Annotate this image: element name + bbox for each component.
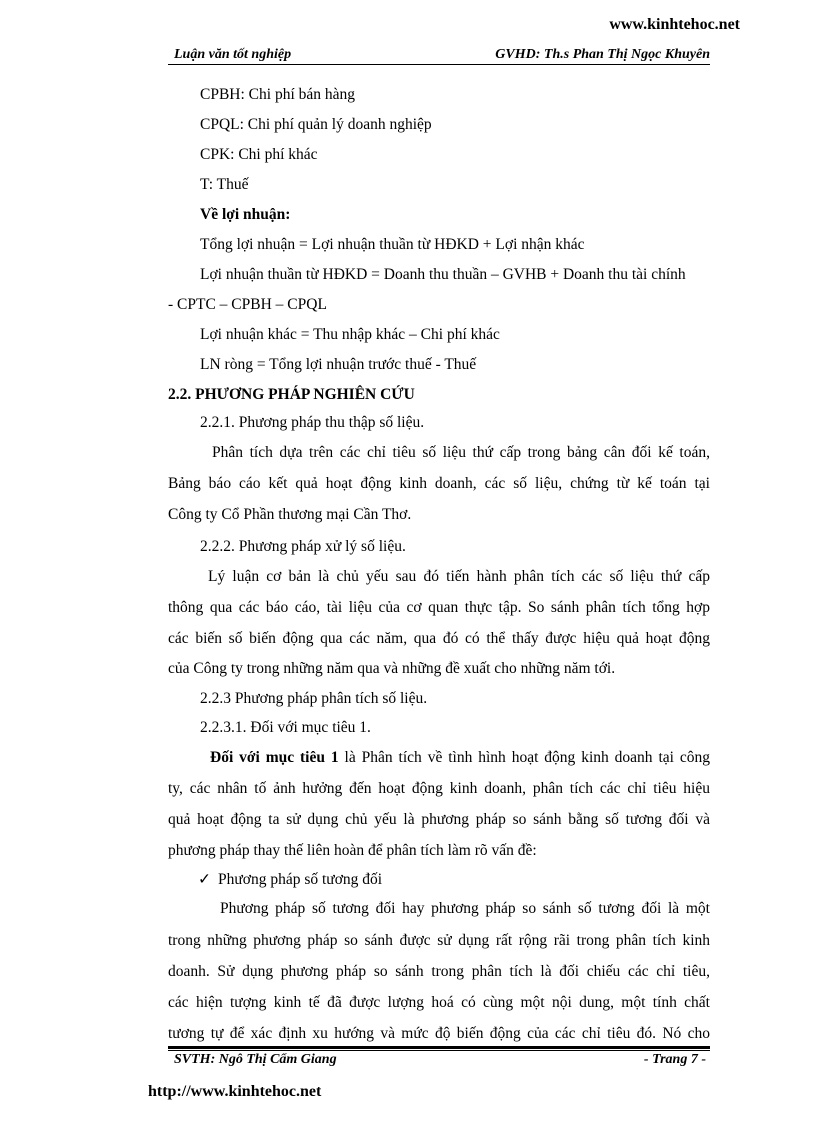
header-right: GVHD: Th.s Phan Thị Ngọc Khuyên [495,47,710,62]
text-line: quả hoạt động ta sử dụng chủ yếu là phương pháp so sánh bằng số tương đối và [168,811,710,828]
text-line: trong những phương pháp so sánh được sử dụng rất rộng rãi trong phân tích kinh [168,932,710,949]
bullet-text: Phương pháp số tương đối [218,871,383,888]
text-line: Lợi nhuận khác = Thu nhập khác – Chi phí khác [200,326,500,343]
text-line: 2.2.3.1. Đối với mục tiêu 1. [200,719,371,736]
footer-rule-thin [168,1050,710,1051]
text-line: ty, các nhân tố ảnh hưởng đến hoạt động kinh doanh, phân tích các chỉ tiêu hiệu [168,780,710,797]
text-line: 2.2.1. Phương pháp thu thập số liệu. [200,414,425,431]
subheading: Về lợi nhuận: [200,206,291,223]
page-number: - Trang 7 - [643,1052,706,1067]
checkmark-icon: ✓ [198,871,211,888]
text-line: phương pháp thay thế liên hoàn để phân tích làm rõ vấn đề: [168,842,537,859]
text-line: LN ròng = Tổng lợi nhuận trước thuế - Thuế [200,356,477,373]
site-url-bottom: http://www.kinhtehoc.net [148,1083,322,1100]
text-line: Phân tích dựa trên các chỉ tiêu số liệu thứ cấp trong bảng cân đối kế toán, [212,444,710,461]
text-line: các biến số biến động qua các năm, qua đó có thể thấy được hiệu quả hoạt động [168,630,710,647]
text-line: các hiện tượng kinh tế đã được lượng hoá có cùng một nội dung, một tính chất [168,994,710,1011]
text-line: tương tự để xác định xu hướng và mức độ biến động của các chỉ tiêu đó. Nó cho [168,1025,710,1042]
text-line: thông qua các báo cáo, tài liệu của cơ quan thực tập. So sánh phân tích tổng hợp [168,599,710,616]
footer-left: SVTH: Ngô Thị Cẩm Giang [174,1052,337,1067]
bold-lead: Đối với mục tiêu 1 [210,749,339,766]
text-line: Lý luận cơ bản là chủ yếu sau đó tiến hành phân tích các số liệu thứ cấp [208,568,710,585]
text-line: CPK: Chi phí khác [200,146,318,163]
text-line: Tổng lợi nhuận = Lợi nhuận thuần từ HĐKD + Lợi nhận khác [200,236,585,253]
text-line: CPQL: Chi phí quản lý doanh nghiệp [200,116,432,133]
text-line: CPBH: Chi phí bán hàng [200,86,356,103]
section-heading: 2.2. PHƯƠNG PHÁP NGHIÊN CỨU [168,386,415,403]
text-line: T: Thuế [200,176,249,193]
header-rule [168,64,710,65]
text-line [168,748,710,768]
bullet-line [168,870,710,890]
footer-rule-thick [168,1046,710,1049]
text-line: 2.2.3 Phương pháp phân tích số liệu. [200,690,428,707]
text-line: Bảng báo cáo kết quả hoạt động kinh doanh, các số liệu, chứng từ kế toán tại [168,475,710,492]
text-span: là Phân tích về tình hình hoạt động kinh doanh tại công [338,749,710,766]
header-left: Luận văn tốt nghiệp [174,47,292,62]
text-line: Phương pháp số tương đối hay phương pháp so sánh số tương đối là một [220,900,710,917]
text-line: - CPTC – CPBH – CPQL [168,296,327,313]
text-line: Lợi nhuận thuần từ HĐKD = Doanh thu thuần – GVHB + Doanh thu tài chính [200,266,686,283]
site-url-top: www.kinhtehoc.net [609,16,740,33]
text-line: của Công ty trong những năm qua và những đề xuất cho những năm tới. [168,660,616,677]
text-line: 2.2.2. Phương pháp xử lý số liệu. [200,538,406,555]
text-line: Công ty Cổ Phần thương mại Cần Thơ. [168,506,412,523]
text-line: doanh. Sử dụng phương pháp so sánh trong phân tích là đối chiếu các chỉ tiêu, [168,963,710,980]
